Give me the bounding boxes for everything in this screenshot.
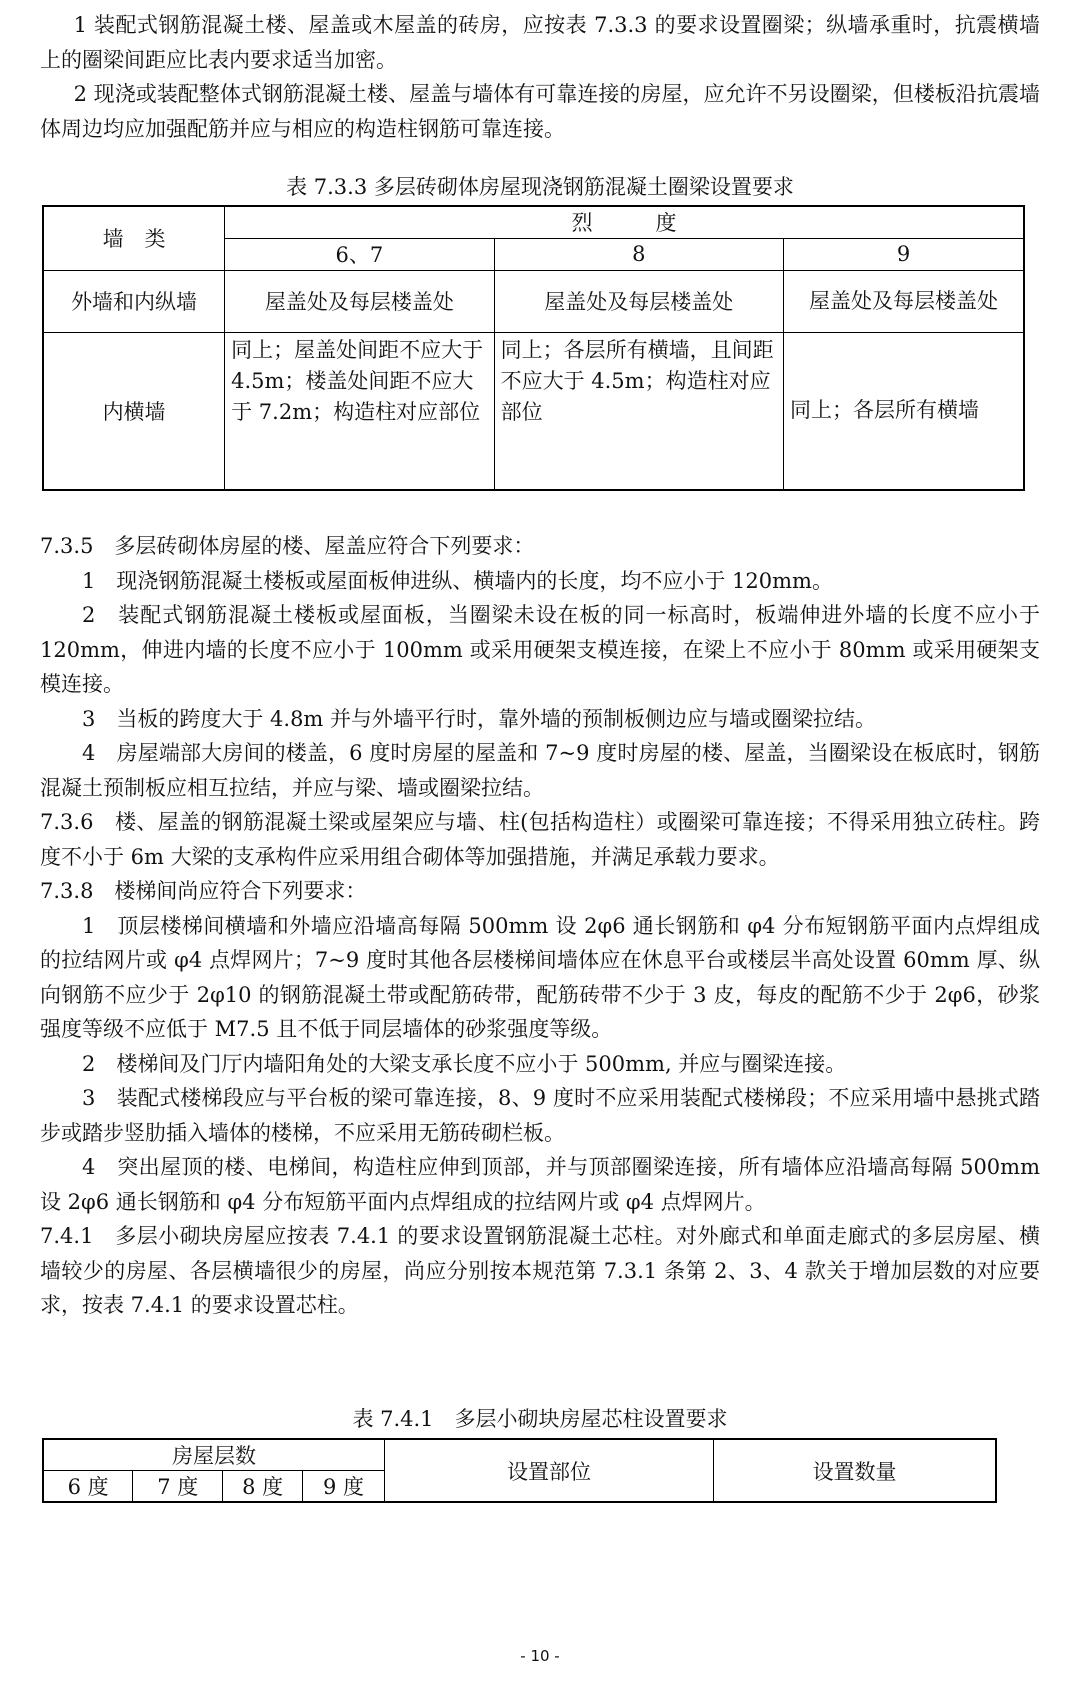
intro-item-1: 1 装配式钢筋混凝土楼、屋盖或木屋盖的砖房，应按表 7.3.3 的要求设置圈梁；纵墙承重时，抗震横墙上的圈梁间距应比表内要求适当加密。 bbox=[40, 13, 1040, 72]
cell-inner-67: 同上；屋盖处间距不应大于4.5m；楼盖处间距不应大于 7.2m；构造柱对应部位 bbox=[225, 332, 494, 490]
intro-item-2: 2 现浇或装配整体式钢筋混凝土楼、屋盖与墙体有可靠连接的房屋，应允许不另设圈梁，但楼板沿抗震墙体周边均应加强配筋并应与相应的构造柱钢筋可靠连接。 bbox=[40, 82, 1040, 141]
intro-block bbox=[40, 8, 1040, 146]
header-degree-6: 6 度 bbox=[43, 1471, 133, 1503]
cell-inner-8: 同上；各层所有横墙，且间距不应大于 4.5m；构造柱对应部位 bbox=[494, 332, 783, 490]
table-733-caption: 表 7.3.3 多层砖砌体房屋现浇钢筋混凝土圈梁设置要求 bbox=[286, 175, 794, 199]
section-738-item-2: 2 楼梯间及门厅内墙阳角处的大梁支承长度不应小于 500mm, 并应与圈梁连接。 bbox=[82, 1051, 847, 1076]
section-735-item-4: 4 房屋端部大房间的楼盖，6 度时房屋的屋盖和 7~9 度时房屋的楼、屋盖，当圈梁设在板底时，钢筋混凝土预制板应相互拉结，并应与梁、墙或圈梁拉结。 bbox=[40, 741, 1040, 800]
section-738-item-1: 1 顶层楼梯间横墙和外墙应沿墙高每隔 500mm 设 2φ6 通长钢筋和 φ4 分布短钢筋平面内点焊组成的拉结网片或 φ4 点焊网片；7~9 度时其他各层楼梯间墙体应在休息平台或楼层半高处设置 60mm 厚、纵向钢筋不应少于 2φ10 的钢筋混凝土带或配筋砖带，配筋砖带不少于 3 皮，每皮的配筋不少于 2φ6，砂浆强度等级不应低于 M7.5 且不低于同层墙体的砂浆强度等级。 bbox=[40, 913, 1040, 1041]
header-intensity: 烈 度 bbox=[225, 206, 1024, 238]
header-floor-count: 房屋层数 bbox=[43, 1439, 384, 1471]
section-735-item-3: 3 当板的跨度大于 4.8m 并与外墙平行时，靠外墙的预制板侧边应与墙或圈梁拉结。 bbox=[82, 706, 877, 731]
section-735 bbox=[40, 529, 1040, 1323]
header-wall-type: 墙 类 bbox=[43, 206, 225, 270]
cell-outer-9: 屋盖处及每层楼盖处 bbox=[784, 270, 1025, 332]
header-quantity: 设置数量 bbox=[714, 1439, 996, 1502]
row-label-outer-wall: 外墙和内纵墙 bbox=[43, 270, 225, 332]
header-degree-8: 8 度 bbox=[223, 1471, 303, 1503]
cell-outer-8: 屋盖处及每层楼盖处 bbox=[494, 270, 783, 332]
header-location: 设置部位 bbox=[384, 1439, 713, 1502]
table-741 bbox=[42, 1438, 997, 1503]
header-degree-7: 7 度 bbox=[133, 1471, 223, 1503]
page-number: - 10 - bbox=[520, 1647, 560, 1665]
section-735-heading: 7.3.5 多层砖砌体房屋的楼、屋盖应符合下列要求： bbox=[40, 534, 535, 558]
header-intensity-8: 8 bbox=[494, 238, 783, 270]
section-738-heading: 7.3.8 楼梯间尚应符合下列要求： bbox=[40, 879, 367, 903]
section-738-item-4: 4 突出屋顶的楼、电梯间，构造柱应伸到顶部，并与顶部圈梁连接，所有墙体应沿墙高每隔 500mm 设 2φ6 通长钢筋和 φ4 分布短筋平面内点焊组成的拉结网片或 φ4 点焊网片。 bbox=[40, 1155, 1040, 1214]
cell-outer-67: 屋盖处及每层楼盖处 bbox=[225, 270, 494, 332]
section-736: 7.3.6 楼、屋盖的钢筋混凝土梁或屋架应与墙、柱(包括构造柱）或圈梁可靠连接；不得采用独立砖柱。跨度不小于 6m 大梁的支承构件应采用组合砌体等加强措施，并满足承载力要求。 bbox=[40, 810, 1040, 869]
cell-inner-9: 同上；各层所有横墙 bbox=[784, 332, 1025, 490]
row-label-inner-cross-wall: 内横墙 bbox=[43, 332, 225, 490]
section-735-item-1: 1 现浇钢筋混凝土楼板或屋面板伸进纵、横墙内的长度，均不应小于 120mm。 bbox=[82, 568, 833, 593]
section-741: 7.4.1 多层小砌块房屋应按表 7.4.1 的要求设置钢筋混凝土芯柱。对外廊式和单面走廊式的多层房屋、横墙较少的房屋、各层横墙很少的房屋，尚应分别按本规范第 7.3.1 条第 2、3、4 款关于增加层数的对应要求，按表 7.4.1 的要求设置芯柱。 bbox=[40, 1224, 1040, 1317]
section-738-item-3: 3 装配式楼梯段应与平台板的梁可靠连接，8、9 度时不应采用装配式楼梯段；不应采用墙中悬挑式踏步或踏步竖肋插入墙体的楼梯，不应采用无筋砖砌栏板。 bbox=[40, 1086, 1040, 1145]
section-735-item-2: 2 装配式钢筋混凝土楼板或屋面板，当圈梁未设在板的同一标高时，板端伸进外墙的长度不应小于 120mm，伸进内墙的长度不应小于 100mm 或采用硬架支模连接，在梁上不应小于 80mm 或采用硬架支模连接。 bbox=[40, 603, 1040, 696]
header-intensity-9: 9 bbox=[784, 238, 1025, 270]
table-741-caption: 表 7.4.1 多层小砌块房屋芯柱设置要求 bbox=[352, 1407, 728, 1431]
header-intensity-67: 6、7 bbox=[225, 238, 494, 270]
table-733 bbox=[42, 205, 1025, 491]
header-degree-9: 9 度 bbox=[303, 1471, 385, 1503]
